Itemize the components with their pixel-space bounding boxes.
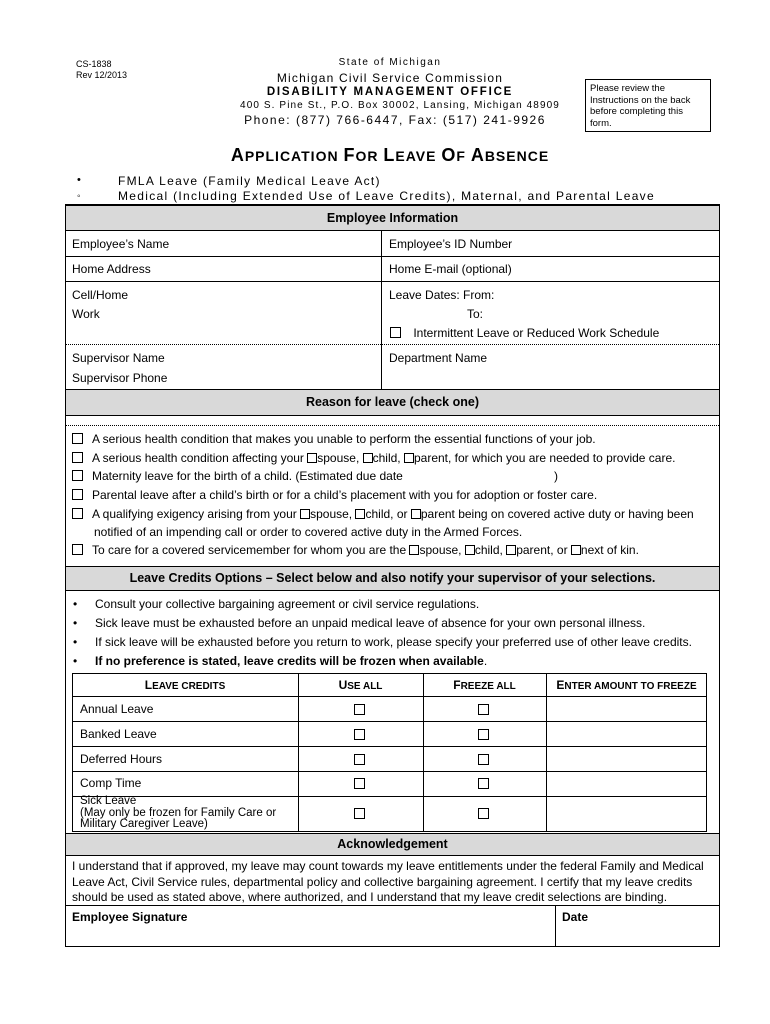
col-header-leave-credits: LEAVE CREDITS xyxy=(144,678,226,692)
date-field[interactable] xyxy=(556,906,719,946)
work-phone-field[interactable]: Work xyxy=(72,307,100,321)
employee-id-field[interactable]: Employee’s ID Number xyxy=(389,237,513,251)
amount-to-freeze-deferred-input[interactable] xyxy=(547,747,706,771)
section-divider xyxy=(66,425,719,426)
form-title: APPLICATION FOR LEAVE OF ABSENCE xyxy=(230,145,550,165)
freeze-all-sick-checkbox[interactable] xyxy=(478,808,489,819)
intermittent-leave-option[interactable]: Intermittent Leave or Reduced Work Schedule xyxy=(390,326,659,340)
use-all-sick-checkbox[interactable] xyxy=(354,808,365,819)
credit-row-deferred: Deferred Hours xyxy=(80,752,163,766)
child-checkbox[interactable] xyxy=(465,545,475,555)
freeze-all-annual-checkbox[interactable] xyxy=(478,704,489,715)
bullet: • xyxy=(73,654,78,668)
signature-label: Employee Signature xyxy=(72,910,188,924)
use-all-annual-checkbox[interactable] xyxy=(354,704,365,715)
reason-checkbox[interactable] xyxy=(72,508,83,519)
review-note-box xyxy=(585,79,711,132)
freeze-all-deferred-checkbox[interactable] xyxy=(478,754,489,765)
use-all-comp-time-checkbox[interactable] xyxy=(354,778,365,789)
reason-checkbox[interactable] xyxy=(72,544,83,555)
supervisor-phone-field[interactable]: Supervisor Phone xyxy=(72,371,168,385)
reason-serious-health-family[interactable]: A serious health condition affecting your spouse, child, parent, for which you are needed to provide care. xyxy=(72,451,675,465)
credit-row-annual: Annual Leave xyxy=(80,702,154,716)
bullet: • xyxy=(73,616,78,630)
form-number: CS-1838 xyxy=(76,59,112,69)
spouse-checkbox[interactable] xyxy=(300,509,310,519)
parent-checkbox[interactable] xyxy=(404,453,414,463)
home-address-field[interactable]: Home Address xyxy=(72,262,151,276)
amount-to-freeze-banked-input[interactable] xyxy=(547,722,706,746)
reason-servicemember[interactable]: To care for a covered servicemember for whom you are the spouse, child, parent, or next of kin. xyxy=(72,543,639,557)
office-address: 400 S. Pine St., P.O. Box 30002, Lansing, Michigan 48909 xyxy=(240,100,560,111)
employee-signature-field[interactable] xyxy=(66,906,555,946)
supervisor-name-field[interactable]: Supervisor Name xyxy=(72,351,165,365)
employee-name-field[interactable]: Employee’s Name xyxy=(72,237,170,251)
use-all-deferred-checkbox[interactable] xyxy=(354,754,365,765)
leave-type-bullet: ◦ xyxy=(77,191,81,202)
employee-info-divider xyxy=(381,231,382,389)
employee-info-heading: Employee Information xyxy=(66,205,719,231)
credit-row-comp-time: Comp Time xyxy=(80,776,142,790)
use-all-banked-checkbox[interactable] xyxy=(354,729,365,740)
leave-type-bullet: • xyxy=(77,174,81,186)
leave-type-fmla: FMLA Leave (Family Medical Leave Act) xyxy=(118,174,381,188)
home-email-field[interactable]: Home E-mail (optional) xyxy=(389,262,512,276)
credits-note-sick-exhausted: Sick leave must be exhausted before an unpaid medical leave of absence for your own personal illness. xyxy=(95,616,646,630)
state-name: State of Michigan xyxy=(338,57,442,68)
reason-checkbox[interactable] xyxy=(72,433,83,444)
parent-checkbox[interactable] xyxy=(506,545,516,555)
child-checkbox[interactable] xyxy=(363,453,373,463)
leave-credits-heading: Leave Credits Options – Select below and also notify your supervisor of your selections. xyxy=(66,566,719,591)
review-note: Please review the Instructions on the back before completing this form. xyxy=(590,83,691,129)
amount-to-freeze-annual-input[interactable] xyxy=(547,697,706,721)
form-revision: Rev 12/2013 xyxy=(76,70,128,80)
credits-note-consult: Consult your collective bargaining agreement or civil service regulations. xyxy=(95,597,480,611)
col-header-use-all: USE ALL xyxy=(338,678,383,692)
bullet: • xyxy=(73,597,78,611)
acknowledgement-heading: Acknowledgement xyxy=(66,833,719,856)
due-date-close: ) xyxy=(554,469,558,483)
row-divider xyxy=(66,344,719,345)
leave-to-field[interactable]: To: xyxy=(467,307,484,321)
reason-checkbox[interactable] xyxy=(72,489,83,500)
bullet: • xyxy=(73,635,78,649)
reason-qualifying-exigency[interactable]: A qualifying exigency arising from your spouse, child, or parent being on covered active duty or having been xyxy=(72,507,694,521)
department-name-field[interactable]: Department Name xyxy=(389,351,488,365)
reason-checkbox[interactable] xyxy=(72,452,83,463)
leave-from-field[interactable]: Leave Dates: From: xyxy=(389,288,495,302)
freeze-all-banked-checkbox[interactable] xyxy=(478,729,489,740)
credit-row-sick: Sick Leave (May only be frozen for Family Care or Military Caregiver Leave) xyxy=(80,795,277,830)
credits-note-no-preference: If no preference is stated, leave credits will be frozen when available. xyxy=(95,654,488,668)
cell-home-phone-field[interactable]: Cell/Home xyxy=(72,288,129,302)
intermittent-leave-checkbox[interactable] xyxy=(390,327,401,338)
acknowledgement-text: I understand that if approved, my leave may count towards my leave entitlements under the federal Family and Medical Leave Act, Civil Service rules, departmental policy and collective bargaining agreement. I certify that my leave credits should be used as stated above, where authorized, and I understand that my leave credit selections are binding. xyxy=(72,859,704,904)
reason-heading: Reason for leave (check one) xyxy=(66,389,719,416)
spouse-checkbox[interactable] xyxy=(307,453,317,463)
row-divider xyxy=(66,281,719,282)
freeze-all-comp-time-checkbox[interactable] xyxy=(478,778,489,789)
reason-maternity[interactable]: Maternity leave for the birth of a child. (Estimated due date xyxy=(72,469,403,483)
date-label: Date xyxy=(562,910,589,924)
reason-serious-health-self[interactable]: A serious health condition that makes you unable to perform the essential functions of your job. xyxy=(72,432,596,446)
child-checkbox[interactable] xyxy=(355,509,365,519)
col-header-amount-to-freeze: ENTER AMOUNT TO FREEZE xyxy=(556,678,697,692)
row-divider xyxy=(66,256,719,257)
leave-type-medical: Medical (Including Extended Use of Leave Credits), Maternal, and Parental Leave xyxy=(118,189,655,203)
credits-note-specify: If sick leave will be exhausted before you return to work, please specify your preferred use of other leave credits. xyxy=(95,635,692,649)
reason-exigency-continued: notified of an impending call or order to covered active duty in the Armed Forces. xyxy=(94,525,523,539)
credit-row-banked: Banked Leave xyxy=(80,727,157,741)
reason-checkbox[interactable] xyxy=(72,470,83,481)
phone-fax: Phone: (877) 766-6447, Fax: (517) 241-9926 xyxy=(244,113,546,127)
amount-to-freeze-comp-time-input[interactable] xyxy=(547,772,706,796)
spouse-checkbox[interactable] xyxy=(409,545,419,555)
parent-checkbox[interactable] xyxy=(411,509,421,519)
col-header-freeze-all: FREEZE ALL xyxy=(453,678,516,692)
agency-name: Michigan Civil Service Commission xyxy=(276,71,504,85)
amount-to-freeze-sick-input[interactable] xyxy=(547,797,706,831)
office-name: DISABILITY MANAGEMENT OFFICE xyxy=(266,86,514,98)
next-of-kin-checkbox[interactable] xyxy=(571,545,581,555)
reason-parental[interactable]: Parental leave after a child’s birth or for a child’s placement with you for adoption or foster care. xyxy=(72,488,597,502)
